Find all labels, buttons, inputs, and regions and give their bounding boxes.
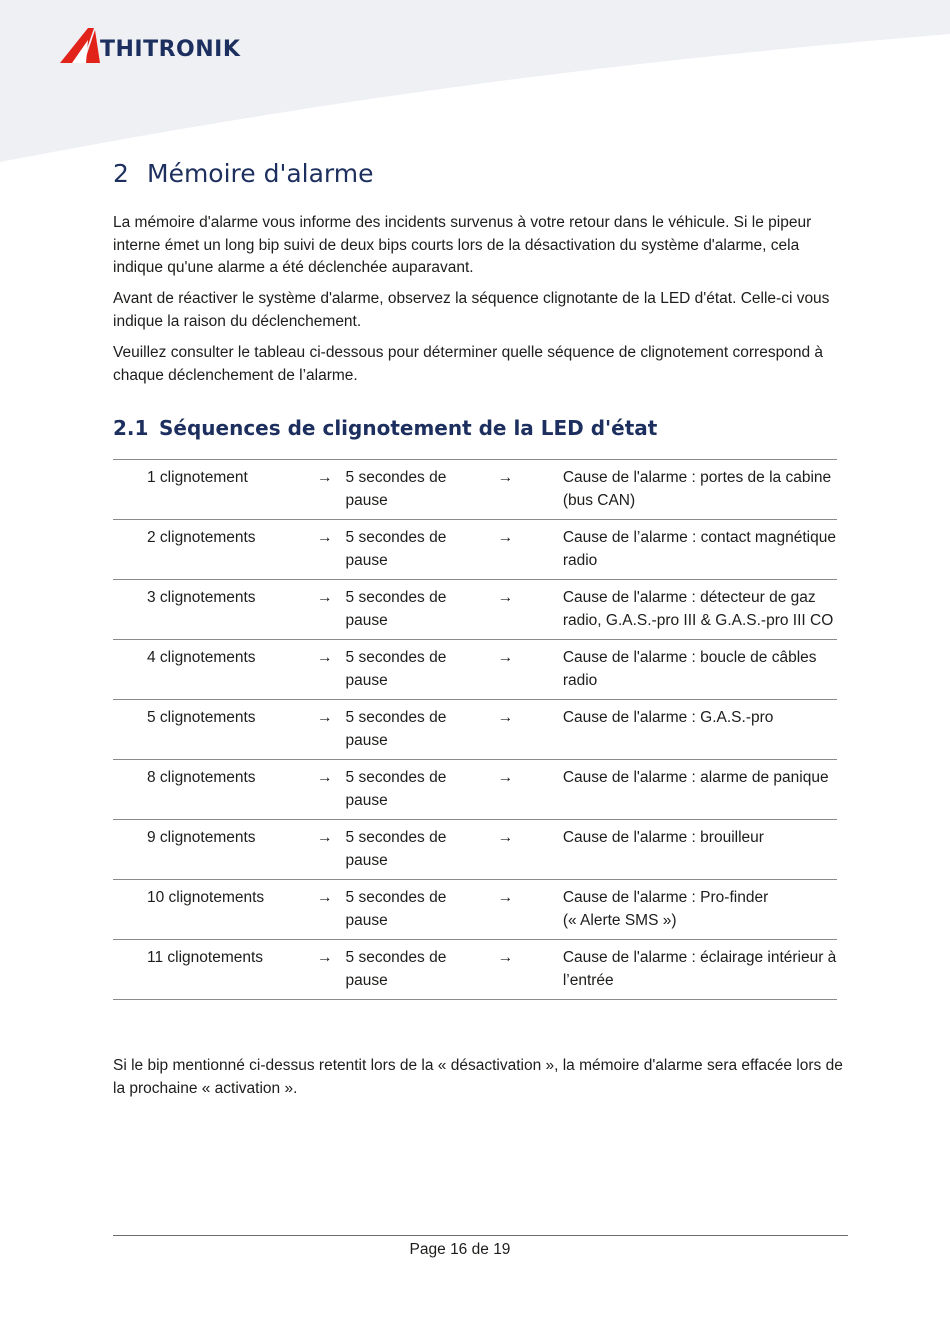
table-row — [113, 760, 837, 820]
alarm-cause-text: Cause de l'alarme : portes de la cabine — [562, 469, 832, 486]
page-of: de — [471, 1241, 489, 1258]
alarm-cause-text: Cause de l'alarme : G.A.S.-pro — [562, 709, 774, 726]
section-heading — [113, 159, 374, 188]
arrow-icon: → — [317, 709, 333, 726]
page-current: 16 — [450, 1241, 468, 1258]
table-row — [113, 520, 837, 580]
alarm-cause-text: Cause de l'alarme : éclairage intérieur à l’entrée — [562, 949, 837, 989]
table-row — [113, 640, 837, 700]
table-row — [113, 580, 837, 640]
alarm-cause — [563, 580, 837, 640]
paragraph-intro: La mémoire d'alarme vous informe des incidents survenus à votre retour dans le véhicule. Si le pipeur interne émet un long bip suivi de deux bips courts lors de la désactivation du système d'alarme, cela indique qu'une alarme a été déclenchée auparavant. — [113, 214, 812, 276]
paragraph-consult-table: Veuillez consulter le tableau ci-dessous pour déterminer quelle séquence de clignotement correspond à chaque déclenchement de l’alarme. — [113, 344, 823, 384]
pause-duration: 5 secondes de pause — [345, 709, 447, 749]
alarm-cause — [563, 460, 837, 520]
page-label: Page — [409, 1241, 446, 1258]
thitronik-sail-logo-icon — [58, 26, 102, 66]
arrow-icon: → — [497, 769, 514, 786]
arrow-icon: → — [497, 649, 514, 666]
arrow-icon: → — [497, 889, 514, 906]
arrow-icon: → — [317, 769, 333, 786]
alarm-cause-text: Cause de l’alarme : contact magnétique radio — [562, 529, 836, 569]
blink-count: 5 clignotements — [147, 709, 256, 726]
pause-duration: 5 secondes de pause — [345, 829, 447, 869]
arrow-icon: → — [317, 829, 333, 846]
alarm-cause-extra: (« Alerte SMS ») — [562, 911, 677, 929]
alarm-cause-text: Cause de l'alarme : brouilleur — [562, 829, 764, 846]
arrow-icon: → — [497, 529, 514, 546]
table-row — [113, 820, 837, 880]
footnote-memory-cleared: Si le bip mentionné ci-dessus retentit lors de la « désactivation », la mémoire d'alarme sera effacée lors de la prochaine « activation ». — [113, 1057, 843, 1097]
alarm-cause-text: Cause de l'alarme : Pro-finder — [562, 889, 769, 906]
blink-count: 3 clignotements — [147, 589, 256, 606]
arrow-icon: → — [317, 649, 333, 666]
page-total: 19 — [493, 1241, 511, 1258]
page-footer — [0, 1241, 920, 1259]
arrow-icon: → — [497, 949, 514, 966]
alarm-cause — [563, 760, 837, 820]
alarm-cause — [563, 640, 837, 700]
table-row — [113, 460, 837, 520]
brand-name: THITRONIK — [100, 36, 241, 62]
alarm-cause-text: Cause de l'alarme : alarme de panique — [562, 769, 829, 786]
pause-duration: 5 secondes de pause — [345, 649, 447, 689]
alarm-cause-text: Cause de l'alarme : boucle de câbles radio — [562, 649, 817, 689]
table-row — [113, 700, 837, 760]
arrow-icon: → — [497, 829, 514, 846]
subsection-title: Séquences de clignotement de la LED d'état — [159, 416, 658, 440]
pause-duration: 5 secondes de pause — [345, 949, 447, 989]
paragraph-reactivate: Avant de réactiver le système d'alarme, observez la séquence clignotante de la LED d'état. Celle-ci vous indique la raison du déclenchement. — [113, 290, 830, 330]
blink-count: 11 clignotements — [147, 949, 264, 966]
alarm-cause — [563, 940, 837, 1000]
table-row — [113, 880, 837, 940]
pause-duration: 5 secondes de pause — [345, 589, 447, 629]
pause-duration: 5 secondes de pause — [345, 769, 447, 809]
arrow-icon: → — [317, 589, 333, 606]
alarm-cause — [563, 820, 837, 880]
section-number: 2 — [113, 159, 129, 188]
table-row — [113, 940, 837, 1000]
arrow-icon: → — [317, 889, 333, 906]
arrow-icon: → — [497, 589, 514, 606]
pause-duration: 5 secondes de pause — [345, 469, 447, 509]
pause-duration: 5 secondes de pause — [345, 529, 447, 569]
pause-duration: 5 secondes de pause — [345, 889, 447, 929]
footer-divider — [113, 1235, 848, 1236]
alarm-cause — [563, 700, 837, 760]
arrow-icon: → — [497, 469, 514, 486]
alarm-cause — [563, 880, 837, 940]
blink-count: 9 clignotements — [147, 829, 256, 846]
blink-count: 10 clignotements — [147, 889, 265, 906]
subsection-heading — [113, 416, 657, 440]
subsection-number: 2.1 — [113, 416, 149, 440]
arrow-icon: → — [317, 949, 333, 966]
company-logo — [58, 26, 240, 66]
blink-sequence-table — [113, 459, 837, 1000]
alarm-cause-text: Cause de l'alarme : détecteur de gaz radio, G.A.S.-pro III & G.A.S.-pro III CO — [562, 589, 834, 629]
blink-count: 1 clignotement — [147, 469, 248, 486]
alarm-cause — [563, 520, 837, 580]
alarm-cause-extra: (bus CAN) — [562, 491, 636, 509]
arrow-icon: → — [317, 529, 333, 546]
blink-count: 4 clignotements — [147, 649, 256, 666]
blink-count: 8 clignotements — [147, 769, 256, 786]
arrow-icon: → — [317, 469, 333, 486]
arrow-icon: → — [497, 709, 514, 726]
section-title: Mémoire d'alarme — [147, 159, 374, 188]
blink-count: 2 clignotements — [147, 529, 256, 546]
